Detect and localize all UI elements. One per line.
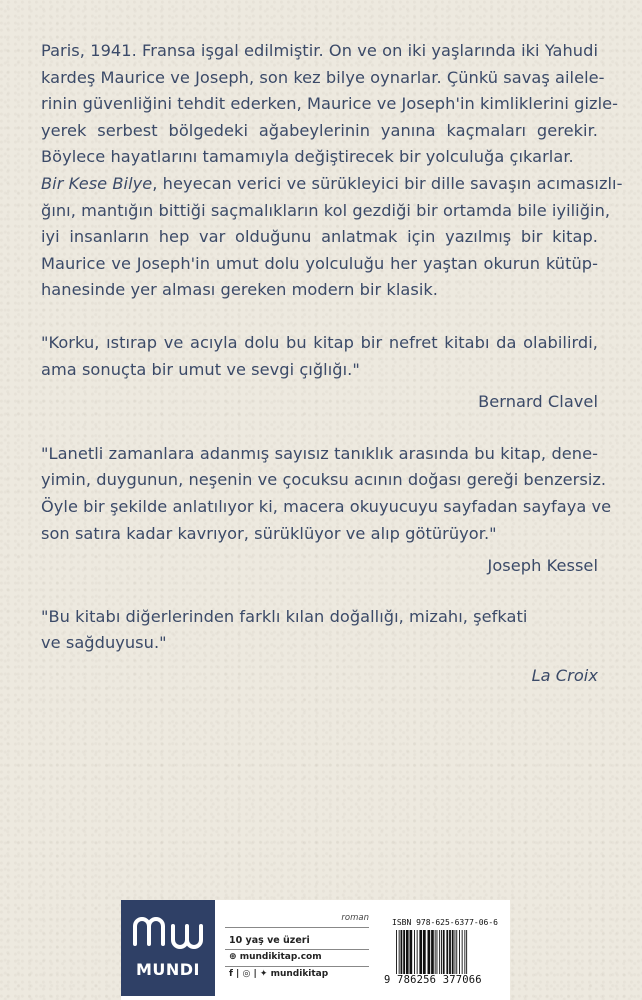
quote-line: "Korku, ıstırap ve acıyla dolu bu kitap bir nefret kitabı da olabilirdi, xyxy=(41,332,598,352)
review-quote xyxy=(41,330,598,416)
barcode-bar xyxy=(399,930,400,974)
blurb-line: yerek serbest bölgedeki ağabeylerinin yanına kaçmaları gerekir. xyxy=(41,120,598,140)
quote-line: Öyle bir şekilde anlatılıyor ki, macera okuyucuyu sayfadan sayfaya ve xyxy=(41,496,612,516)
barcode-bar xyxy=(464,930,465,974)
barcode-bar xyxy=(449,930,451,974)
quote-author: Bernard Clavel xyxy=(478,392,598,412)
website-row xyxy=(229,952,322,962)
barcode-bar xyxy=(410,930,413,974)
barcode-bar xyxy=(423,930,426,974)
review-quote xyxy=(41,441,612,580)
barcode-bar xyxy=(431,930,434,974)
divider xyxy=(225,949,369,950)
social-handle: mundikitap xyxy=(270,969,329,979)
isbn-number: ISBN 978-625-6377-06-6 xyxy=(392,918,498,927)
barcode-bar xyxy=(456,930,457,974)
blurb xyxy=(41,38,623,304)
blurb-line: Maurice ve Joseph'in umut dolu yolculuğu her yaştan okurun kütüp- xyxy=(41,253,598,273)
facebook-icon: f xyxy=(229,969,233,979)
blurb-line: rinin güvenliğini tehdit ederken, Maurice ve Joseph'in kimliklerini gizle- xyxy=(41,94,619,114)
ean-number: 9 786256 377066 xyxy=(384,974,482,986)
barcode-bar xyxy=(437,930,438,974)
website-text: mundikitap.com xyxy=(239,952,322,962)
barcode-bar xyxy=(446,930,448,974)
mundi-logo-icon xyxy=(121,900,215,960)
barcode-bar xyxy=(414,930,415,974)
barcode-bar xyxy=(428,930,431,974)
book-title: Bir Kese Bilye xyxy=(41,173,153,193)
twitter-icon: ✦ xyxy=(259,969,268,979)
quote-line: ama sonuçta bir umut ve sevgi çığlığı." xyxy=(41,359,360,379)
quote-author: Joseph Kessel xyxy=(487,556,598,576)
barcode-bar xyxy=(462,930,463,974)
blurb-line: Böylece hayatlarını tamamıyla değiştirecek bir yolculuğa çıkarlar. xyxy=(41,147,574,167)
quote-line: "Lanetli zamanlara adanmış sayısız tanıklık arasında bu kitap, dene- xyxy=(41,443,598,463)
genre-label: roman xyxy=(341,913,369,923)
review-quote xyxy=(41,604,598,690)
publisher-name: MUNDI xyxy=(135,960,201,979)
barcode-bar xyxy=(406,930,409,974)
barcode-bar xyxy=(403,930,405,974)
blurb-line: hanesinde yer alması gereken modern bir klasik. xyxy=(41,280,438,300)
barcode-bar xyxy=(455,930,456,974)
barcode xyxy=(384,908,508,994)
blurb-line: kardeş Maurice ve Joseph, son kez bilye oynarlar. Çünkü savaş ailele- xyxy=(41,67,605,87)
publisher-logo xyxy=(121,900,215,996)
barcode-bar xyxy=(435,930,436,974)
globe-icon: ⊕ xyxy=(229,952,237,962)
barcode-bar xyxy=(466,930,467,974)
back-cover-text xyxy=(41,38,623,689)
barcode-bar xyxy=(401,930,403,974)
quote-line: yimin, duygunun, neşenin ve çocuksu acının doğası gereği benzersiz. xyxy=(41,470,607,490)
blurb-title-rest: , heyecan verici ve sürükleyici bir dille savaşın acımasızlı- xyxy=(152,173,623,193)
age-rating: 10 yaş ve üzeri xyxy=(229,935,310,946)
social-row: f | ◎ | ✦ mundikitap xyxy=(229,969,329,979)
barcode-bar xyxy=(452,930,454,974)
barcode-bar xyxy=(396,930,397,974)
divider xyxy=(225,927,369,928)
barcode-bar xyxy=(439,930,440,974)
barcode-bar xyxy=(443,930,445,974)
instagram-icon: ◎ xyxy=(242,969,251,979)
barcode-bar xyxy=(417,930,418,974)
publisher-info xyxy=(215,900,377,1000)
blurb-line: ğını, mantığın bittiği saçmalıkların kol gezdiği bir ortamda bile iyiliğin, xyxy=(41,200,611,220)
blurb-line: Paris, 1941. Fransa işgal edilmiştir. On ve on iki yaşlarında iki Yahudi xyxy=(41,41,598,60)
divider xyxy=(225,966,369,967)
quote-line: "Bu kitabı diğerlerinden farklı kılan doğallığı, mizahı, şefkati xyxy=(41,606,528,626)
quote-author: La Croix xyxy=(531,665,598,685)
blurb-line: iyi insanların hep var olduğunu anlatmak için yazılmış bir kitap. xyxy=(41,227,598,247)
barcode-bar xyxy=(441,930,442,974)
quote-line: son satıra kadar kavrıyor, sürüklüyor ve alıp götürüyor." xyxy=(41,523,497,543)
barcode-bar xyxy=(419,930,422,974)
quote-line: ve sağduyusu." xyxy=(41,633,167,653)
barcode-bar xyxy=(459,930,460,974)
blurb-title-line xyxy=(41,171,623,198)
